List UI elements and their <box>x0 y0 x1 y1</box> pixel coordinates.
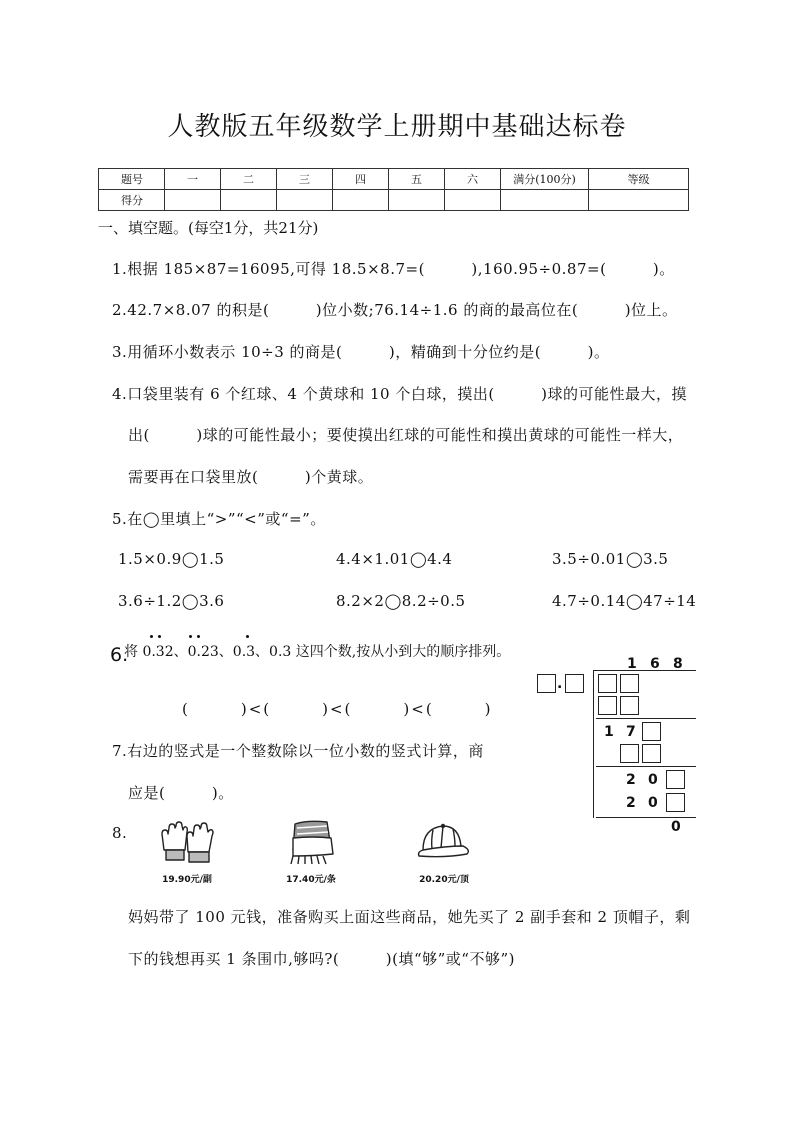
score-cell[interactable] <box>589 190 689 211</box>
score-cell[interactable] <box>165 190 221 211</box>
dividend-box[interactable] <box>620 674 639 693</box>
repeat-dot <box>158 635 161 638</box>
compare-item: 3.5÷0.01◯3.5 <box>552 550 669 568</box>
compare-item: 4.4×1.01◯4.4 <box>336 550 453 568</box>
repeat-dot <box>189 635 192 638</box>
header-cell: 等级 <box>589 169 689 190</box>
division-bracket <box>593 670 594 818</box>
question-4-line-2: 出( )球的可能性最小；要使摸出红球的可能性和摸出黄球的可能性一样大， <box>128 426 684 444</box>
partial-box[interactable] <box>642 722 661 741</box>
repeat-dot <box>150 635 153 638</box>
question-8-number: 8. <box>112 824 128 842</box>
quotient-digit: 1 <box>627 656 637 672</box>
subtraction-line <box>596 817 696 818</box>
cap-icon <box>415 822 473 862</box>
partial-digit: 1 <box>604 724 614 740</box>
divisor-box[interactable] <box>565 674 584 693</box>
question-8-line-1: 妈妈带了 100 元钱，准备购买上面这些商品，她先买了 2 副手套和 2 顶帽子，剩 <box>128 908 691 926</box>
quotient-digit: 8 <box>673 656 683 672</box>
row-label: 得分 <box>99 190 165 211</box>
dividend-box[interactable] <box>598 674 617 693</box>
subtraction-line <box>596 718 696 719</box>
product-price: 17.40元/条 <box>286 875 336 885</box>
score-table <box>98 168 689 211</box>
compare-item: 3.6÷1.2◯3.6 <box>118 592 225 610</box>
partial-digit: 0 <box>648 795 658 811</box>
gloves-icon <box>158 820 216 866</box>
product-box[interactable] <box>620 696 639 715</box>
question-8-line-2: 下的钱想再买 1 条围巾,够吗?( )(填“够”或“不够”) <box>128 950 515 968</box>
score-cell[interactable] <box>221 190 277 211</box>
question-6: 将 0.32、0.23、0.3、0.3 这四个数,按从小到大的顺序排列。 <box>124 644 511 660</box>
repeat-dot <box>197 635 200 638</box>
score-cell[interactable] <box>389 190 445 211</box>
decimal-point: . <box>557 676 563 692</box>
question-7-line-2: 应是( )。 <box>128 784 234 802</box>
header-cell: 六 <box>445 169 501 190</box>
score-cell[interactable] <box>277 190 333 211</box>
question-7-line-1: 7.右边的竖式是一个整数除以一位小数的竖式计算，商 <box>112 742 484 760</box>
compare-item: 4.7÷0.14◯47÷14 <box>552 592 697 610</box>
scarf-icon <box>287 818 337 866</box>
header-cell: 满分(100分) <box>501 169 589 190</box>
product-price: 20.20元/顶 <box>419 875 469 885</box>
question-3: 3.用循环小数表示 10÷3 的商是( )，精确到十分位约是( )。 <box>112 343 610 361</box>
score-cell[interactable] <box>501 190 589 211</box>
divisor-box[interactable] <box>537 674 556 693</box>
partial-digit: 0 <box>648 772 658 788</box>
question-4-line-3: 需要再在口袋里放( )个黄球。 <box>128 468 374 486</box>
header-cell: 题号 <box>99 169 165 190</box>
header-cell: 二 <box>221 169 277 190</box>
repeat-dot <box>246 635 249 638</box>
gloves-image <box>158 820 216 870</box>
header-cell: 五 <box>389 169 445 190</box>
partial-box[interactable] <box>642 744 661 763</box>
score-table-score-row <box>99 190 689 211</box>
header-cell: 三 <box>277 169 333 190</box>
question-4-line-1: 4.口袋里装有 6 个红球、4 个黄球和 10 个白球，摸出( )球的可能性最大，摸 <box>112 385 688 403</box>
quotient-digit: 6 <box>650 656 660 672</box>
score-cell[interactable] <box>333 190 389 211</box>
question-6-number: 6. <box>110 644 129 666</box>
page-title: 人教版五年级数学上册期中基础达标卷 <box>167 112 627 142</box>
cap-image <box>415 822 473 866</box>
question-2: 2.42.7×8.07 的积是( )位小数;76.14÷1.6 的商的最高位在( )位上。 <box>112 301 678 319</box>
section-heading: 一、填空题。(每空1分，共21分) <box>98 219 319 237</box>
subtraction-line <box>596 766 696 767</box>
question-5: 5.在◯里填上“>”“<”或“=”。 <box>112 510 326 528</box>
partial-box[interactable] <box>620 744 639 763</box>
question-6-blanks: ( )<( )<( )<( ) <box>182 700 493 718</box>
compare-item: 1.5×0.9◯1.5 <box>118 550 225 568</box>
product-box[interactable] <box>598 696 617 715</box>
partial-digit: 2 <box>626 772 636 788</box>
partial-digit: 7 <box>626 724 636 740</box>
compare-item: 8.2×2◯8.2÷0.5 <box>336 592 466 610</box>
remainder-digit: 0 <box>671 819 681 835</box>
partial-box[interactable] <box>666 793 685 812</box>
header-cell: 四 <box>333 169 389 190</box>
score-table-header-row <box>99 169 689 190</box>
score-cell[interactable] <box>445 190 501 211</box>
header-cell: 一 <box>165 169 221 190</box>
division-bar <box>593 670 696 671</box>
partial-box[interactable] <box>666 770 685 789</box>
scarf-image <box>287 818 337 870</box>
question-1: 1.根据 185×87=16095,可得 18.5×8.7=( ),160.95÷0.87=( )。 <box>112 260 675 278</box>
product-price: 19.90元/副 <box>162 875 212 885</box>
partial-digit: 2 <box>626 795 636 811</box>
